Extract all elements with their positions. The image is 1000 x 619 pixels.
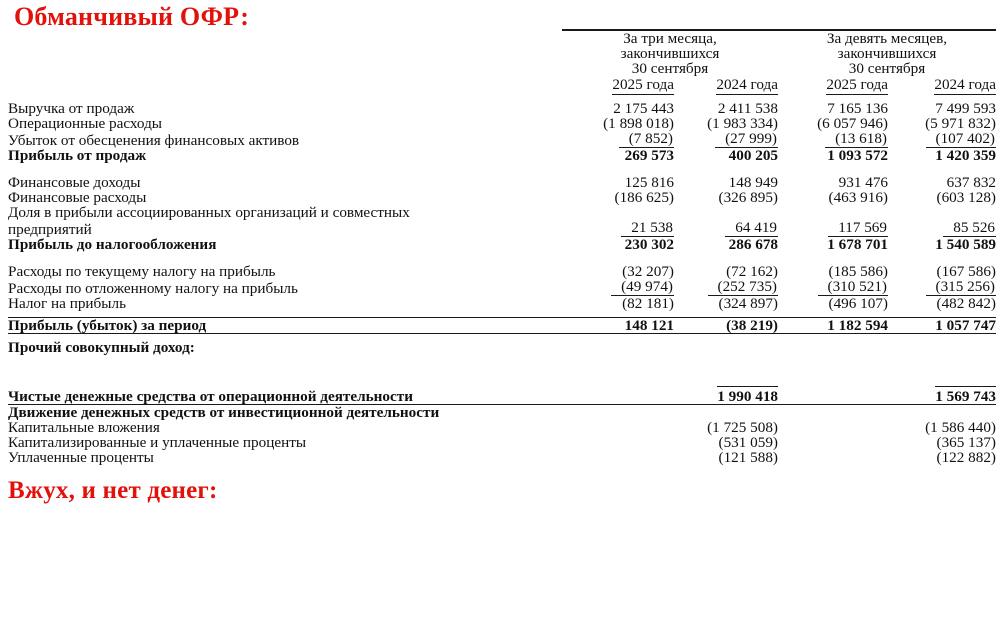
- row-value-q2024: (72 162): [726, 262, 778, 280]
- row-value-q2025: (82 181): [622, 295, 674, 313]
- row-value-empty-2: [778, 420, 888, 435]
- row-value-ytd2025: 931 476: [838, 173, 888, 191]
- spacer-red-annotation-gap: [8, 356, 996, 386]
- row-label: Расходы по отложенному налогу на прибыль: [8, 279, 298, 297]
- table-row-capex: [8, 420, 996, 435]
- table-row-other-comprehensive-income: [8, 340, 996, 355]
- group-nine-months-line1: За девять месяцев,: [826, 30, 948, 47]
- table-row-operating-expenses: [8, 116, 996, 131]
- row-value-ytd2025: (496 107): [828, 295, 888, 313]
- spacer-cell: [8, 356, 996, 386]
- row-value-ytd2025: [778, 205, 888, 220]
- spacer-cell: [8, 164, 996, 175]
- table-row-deferred-tax: [8, 279, 996, 296]
- row-label: Прибыль (убыток) за период: [8, 318, 562, 334]
- row-label: Чистые денежные средства от операционной деятельности: [8, 386, 562, 405]
- table-row-income-tax-total: [8, 296, 996, 311]
- row-value-q2025: [562, 279, 674, 296]
- row-value-2024: [888, 386, 996, 405]
- row-value-ytd2024: [888, 340, 996, 355]
- row-value-ytd2024: (167 586): [936, 262, 996, 280]
- row-value-ytd2024: [888, 205, 996, 220]
- row-value-ytd2025: 1 182 594: [778, 318, 888, 334]
- row-value-q2024-text: (252 735): [708, 279, 778, 296]
- group-label-empty: [8, 46, 562, 61]
- row-value-q2024: [674, 279, 778, 296]
- year-header-q-2025-text: 2025 года: [612, 77, 674, 95]
- year-header-q-2024: [674, 77, 778, 95]
- row-value-q2024-text: (27 999): [715, 131, 778, 148]
- row-value-empty-2: [778, 386, 888, 405]
- row-label: Прибыль от продаж: [8, 147, 147, 165]
- row-label: Прибыль до налогообложения: [8, 236, 217, 254]
- row-value-q2025: [562, 131, 674, 148]
- row-value-ytd2024: 1 057 747: [888, 318, 996, 334]
- row-value-ytd2024: 1 420 359: [935, 147, 996, 165]
- row-value-empty-1: [562, 420, 674, 435]
- row-label: предприятий: [8, 221, 92, 239]
- year-label-empty: [8, 77, 562, 95]
- table-row-current-tax: [8, 264, 996, 279]
- row-value-q2025: [562, 340, 674, 355]
- row-value-q2025-text: (49 974): [611, 279, 674, 296]
- row-value-q2025: (1 898 018): [603, 115, 674, 133]
- row-label: Финансовые доходы: [8, 173, 141, 191]
- row-value-empty-2: [674, 404, 778, 420]
- row-value-ytd2025: [778, 279, 888, 296]
- row-value-q2024: 148 949: [728, 173, 778, 191]
- row-value-ytd2025: 1 678 701: [827, 236, 888, 254]
- row-label: Доля в прибыли ассоциированных организаций и совместных: [8, 204, 410, 222]
- row-value-2025: (121 588): [718, 449, 778, 467]
- table-row-net-profit: [8, 318, 996, 334]
- table-row-investing-activities-header: [8, 404, 996, 420]
- table-row-share-of-profit-line2: [8, 220, 996, 237]
- table-row-impairment-loss: [8, 131, 996, 148]
- row-value-2024: (1 586 440): [925, 419, 996, 437]
- row-value-empty-4: [888, 404, 996, 420]
- row-value-q2025: 2 175 443: [613, 99, 674, 117]
- annotation-title-cashflow: Вжух, и нет денег:: [8, 477, 218, 504]
- group-three-months-line1: За три месяца,: [623, 30, 717, 47]
- row-value-ytd2024: (482 842): [936, 295, 996, 313]
- row-value-q2025-text: (7 852): [619, 131, 674, 148]
- row-value-q2024: 2 411 538: [717, 99, 778, 117]
- table-row-revenue: [8, 101, 996, 116]
- year-header-ytd-2025: [778, 77, 888, 95]
- group-label-empty: [8, 31, 562, 46]
- table-row-finance-costs: [8, 190, 996, 205]
- table-row-share-of-profit-line1: [8, 205, 996, 220]
- year-header-ytd-2025-text: 2025 года: [826, 77, 888, 95]
- row-value-ytd2024-text: 85 526: [943, 220, 996, 237]
- row-label: Уплаченные проценты: [8, 449, 154, 467]
- row-value-q2025: (32 207): [622, 262, 674, 280]
- row-value-ytd2024: (603 128): [936, 188, 996, 206]
- row-value-2024: (365 137): [936, 434, 996, 452]
- row-value-q2024: (324 897): [718, 295, 778, 313]
- group-three-months-line3: 30 сентября: [631, 60, 709, 78]
- row-value-2025-text: 1 990 418: [717, 387, 778, 405]
- year-header-q-2024-text: 2024 года: [716, 77, 778, 95]
- column-group-line3-row: [8, 61, 996, 76]
- row-value-q2024: [674, 131, 778, 148]
- row-label: Выручка от продаж: [8, 99, 135, 117]
- row-value-ytd2025: (6 057 946): [817, 115, 888, 133]
- row-value-ytd2024-text: (315 256): [926, 279, 996, 296]
- table-row-finance-income: [8, 175, 996, 190]
- annotation-title-top: Обманчивый ОФР:: [14, 2, 250, 31]
- row-value-empty-2: [778, 435, 888, 450]
- row-label: Операционные расходы: [8, 115, 162, 133]
- row-value-ytd2024-text: (107 402): [926, 131, 996, 148]
- table-row-net-cash-operating: [8, 386, 996, 405]
- spacer-after-gross-profit: [8, 164, 996, 175]
- row-value-ytd2025: [778, 131, 888, 148]
- table-row-profit-before-tax: [8, 237, 996, 252]
- table-row-gross-profit: [8, 148, 996, 163]
- group-nine-months-line3: 30 сентября: [848, 60, 926, 78]
- row-label: Расходы по текущему налогу на прибыль: [8, 262, 276, 280]
- row-value-q2025: 230 302: [624, 236, 674, 254]
- row-value-q2024: [674, 220, 778, 237]
- row-value-empty-1: [562, 450, 674, 465]
- row-value-q2025-text: 21 538: [621, 220, 674, 237]
- column-group-line1-row: [8, 31, 996, 46]
- row-value-2024: (122 882): [936, 449, 996, 467]
- row-value-q2024: [674, 340, 778, 355]
- row-value-ytd2024: [888, 220, 996, 237]
- row-value-empty-1: [562, 435, 674, 450]
- year-header-q-2025: [562, 77, 674, 95]
- year-header-ytd-2024-text: 2024 года: [934, 77, 996, 95]
- row-value-q2025: (186 625): [614, 188, 674, 206]
- row-value-ytd2025-text: (13 618): [825, 131, 888, 148]
- row-label: Капитализированные и уплаченные проценты: [8, 434, 307, 452]
- row-value-q2024: (38 219): [674, 318, 778, 334]
- row-value-ytd2024: [888, 131, 996, 148]
- row-label: Налог на прибыль: [8, 295, 126, 313]
- row-label: Прочий совокупный доход:: [8, 339, 195, 357]
- row-value-empty-1: [562, 386, 674, 405]
- row-value-q2024: (326 895): [718, 188, 778, 206]
- row-label: Движение денежных средств от инвестиционной деятельности: [8, 403, 440, 421]
- table-row-capitalized-interest: [8, 435, 996, 450]
- spacer-cell: [8, 253, 996, 264]
- row-value-ytd2025: 7 165 136: [827, 99, 888, 117]
- row-value-q2024: [674, 205, 778, 220]
- row-value-2025: (1 725 508): [707, 419, 778, 437]
- row-value-empty-1: [562, 404, 674, 420]
- year-header-row: [8, 77, 996, 95]
- row-value-empty-2: [778, 450, 888, 465]
- group-nine-months-line2: закончившихся: [837, 45, 937, 63]
- row-value-ytd2025-text: 117 569: [828, 220, 888, 237]
- column-group-line2-row: [8, 46, 996, 61]
- table-row-interest-paid: [8, 450, 996, 465]
- row-label: Финансовые расходы: [8, 188, 147, 206]
- row-value-q2024: (1 983 334): [707, 115, 778, 133]
- row-value-q2025: [562, 205, 674, 220]
- row-value-ytd2024: (5 971 832): [925, 115, 996, 133]
- spacer-after-pbt: [8, 253, 996, 264]
- row-value-ytd2025: [778, 220, 888, 237]
- row-value-q2025: 125 816: [624, 173, 674, 191]
- row-value-ytd2024: 637 832: [946, 173, 996, 191]
- year-header-ytd-2024: [888, 77, 996, 95]
- row-value-q2024: 400 205: [728, 147, 778, 165]
- row-value-q2025: 269 573: [624, 147, 674, 165]
- row-value-ytd2025: (185 586): [828, 262, 888, 280]
- group-three-months-line2: закончившихся: [620, 45, 720, 63]
- row-value-2025: [674, 386, 778, 405]
- row-value-ytd2025: [778, 340, 888, 355]
- row-value-ytd2024: 7 499 593: [935, 99, 996, 117]
- row-label: Убыток от обесценения финансовых активов: [8, 132, 300, 150]
- row-value-2024-text: 1 569 743: [935, 387, 996, 405]
- row-value-q2025: 148 121: [562, 318, 674, 334]
- row-value-ytd2025: 1 093 572: [827, 147, 888, 165]
- row-value-q2024: 286 678: [728, 236, 778, 254]
- row-value-q2024-text: 64 419: [725, 220, 778, 237]
- row-value-empty-3: [778, 404, 888, 420]
- row-label: Капитальные вложения: [8, 419, 160, 437]
- row-value-2025: (531 059): [718, 434, 778, 452]
- row-value-ytd2025: (463 916): [828, 188, 888, 206]
- group-label-empty: [8, 61, 562, 76]
- income-statement-table: [8, 28, 996, 466]
- row-value-ytd2024: [888, 279, 996, 296]
- row-value-q2025: [562, 220, 674, 237]
- row-value-ytd2025-text: (310 521): [818, 279, 888, 296]
- row-value-ytd2024: 1 540 589: [935, 236, 996, 254]
